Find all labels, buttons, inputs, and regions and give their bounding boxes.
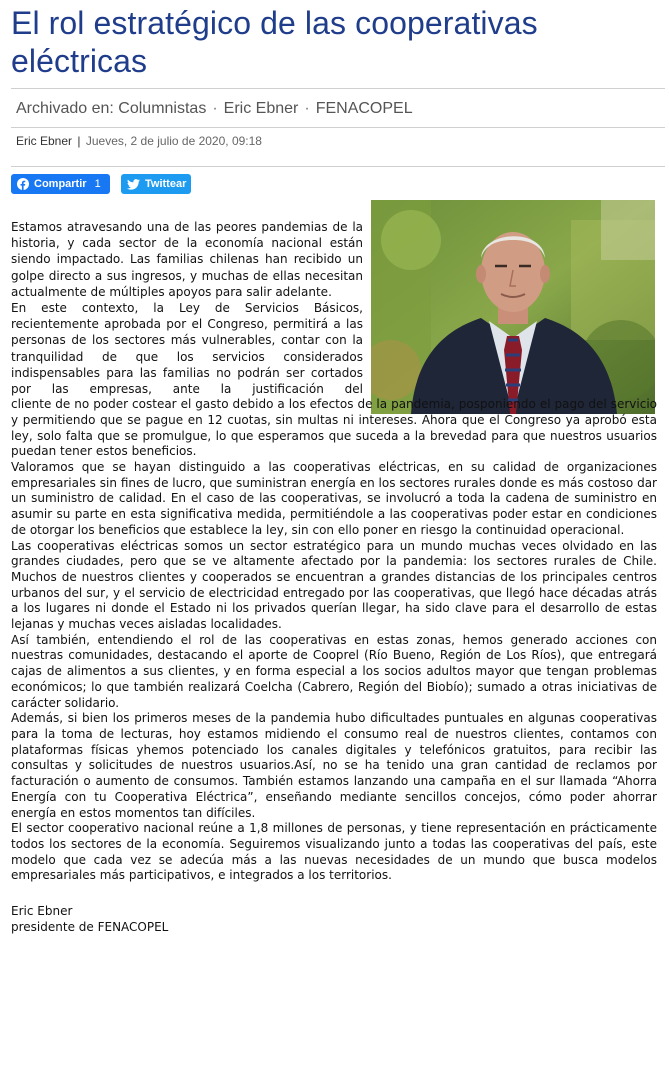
article-title: El rol estratégico de las cooperativas eléctricas: [11, 5, 538, 79]
facebook-share-button[interactable]: [11, 174, 110, 194]
twitter-share-button[interactable]: [121, 174, 191, 194]
twitter-share-label: Twittear: [145, 178, 187, 190]
paragraph: Valoramos que se hayan distinguido a las cooperativas eléctricas, en su calidad de organizaciones empresariales sin fines de lucro, que suministran energía en los sectores rurales donde es más costoso dar un suministro de calidad. En el caso de las cooperativas, se involucró a toda la cadena de suministro en asumir su parte en esta significativa medida, permitiéndole a las cooperativas poder estar en condiciones de otorgar los beneficios que establece la ley, sin con ello poner en riesgo la continuidad operacional.: [11, 460, 657, 537]
paragraph: Estamos atravesando una de las peores pandemias de la historia, y cada sector de la economía nacional están siendo impactado. Las familias chilenas han recibido un golpe directo a sus ingresos, y muchas de ellas necesitan actualmente de múltiples apoyos para salir adelante.: [11, 220, 363, 299]
paragraph: Además, si bien los primeros meses de la pandemia hubo dificultades puntuales en algunas cooperativas para la toma de lecturas, hoy estamos midiendo el consumo real de nuestros clientes, contamos con plataformas físicas yhemos potenciado los canales digitales y telefónicos gratuitos, para recibir las consultas y solicitudes de nuestros usuarios.Así, no se ha tenido una gran cantidad de reclamos por facturación o aumento de consumos. También estamos lanzando una campaña en el sur llamada “Ahorra Energía con tu Cooperativa Eléctrica”, enseñando mediante sencillos concejos, cómo poder ahorrar energía en estos momentos tan difíciles.: [11, 711, 657, 820]
paragraph-wrapped: [11, 300, 657, 460]
paragraph-narrow-part: En este contexto, la Ley de Servicios Básicos, recientemente aprobada por el Congreso, permitirá a las personas de los sectores más vulnerables, contar con la tranquilidad de que los servicios considerados indispensables para las familias no podrán ser cortados por las empresas, ante la justificación del: [11, 301, 363, 397]
byline-author[interactable]: Eric Ebner: [16, 134, 73, 148]
byline-divider: [11, 166, 665, 167]
signature-name: Eric Ebner: [11, 904, 73, 919]
twitter-icon: [127, 179, 140, 190]
lede-column: [11, 219, 363, 300]
facebook-share-count: 1: [94, 178, 101, 190]
tag-fenacopel[interactable]: FENACOPEL: [315, 100, 413, 117]
tag-separator: ·: [212, 100, 218, 117]
tag-eric-ebner[interactable]: Eric Ebner: [223, 100, 299, 117]
paragraph: Así también, entendiendo el rol de las cooperativas en estas zonas, hemos generado acciones con nuestras comunidades, destacando el aporte de Cooprel (Río Bueno, Región de Los Ríos), que entregará cajas de alimentos a sus clientes, y en forma especial a los socios adultos mayor que tengan problemas económicos; lo que también realizará Coelcha (Cabrero, Región del Biobío); sumado a otras iniciativas de carácter solidario.: [11, 632, 657, 710]
tag-columnistas[interactable]: Columnistas: [118, 100, 207, 117]
byline: [16, 134, 262, 148]
archive-tags: [16, 100, 413, 118]
archive-divider: [11, 127, 665, 128]
signature-role: presidente de FENACOPEL: [11, 920, 169, 935]
paragraph: Las cooperativas eléctricas somos un sector estratégico para un mundo muchas veces olvidado en las grandes ciudades, pero que se ve altamente afectado por la pandemia: los sectores rurales de Chile. Muchos de nuestros clientes y cooperados se encuentran a grandes distancias de los principales centros urbanos del sur, y el servicio de electricidad entregado por las cooperativas, que llegó hace décadas atrás a los lugares ni donde el Estado ni los privados querían llegar, ha sido clave para el desarrollo de estas lejanas y muchas veces aisladas localidades.: [11, 538, 657, 632]
byline-date: Jueves, 2 de julio de 2020, 09:18: [85, 134, 262, 148]
facebook-icon: [17, 178, 29, 190]
article-body: [11, 219, 657, 935]
tag-separator: ·: [304, 100, 310, 117]
title-divider: [11, 88, 665, 89]
paragraph: El sector cooperativo nacional reúne a 1,8 millones de personas, y tiene representación en prácticamente todos los sectores de la economía. Seguiremos visualizando junto a todas las cooperativas del país, este modelo que cada vez se adecúa más a las nuevas necesidades de un mundo que busca modelos empresariales más participativos, e integrados a los territorios.: [11, 821, 657, 883]
paragraph-wide-part: cliente de no poder costear el gasto debido a los efectos de la pandemia, posponiendo el pago del servicio y permitiendo que se pague en 12 cuotas, sin multas ni intereses. Ahora que el Congreso ya aprobó esta ley, solo falta que se promulgue, lo que esperamos que suceda a la brevedad para que nuestros usuarios puedan tener estos beneficios.: [11, 397, 657, 459]
facebook-share-label: Compartir: [34, 178, 87, 190]
archive-prefix: Archivado en:: [16, 100, 114, 117]
byline-separator: |: [77, 134, 81, 148]
